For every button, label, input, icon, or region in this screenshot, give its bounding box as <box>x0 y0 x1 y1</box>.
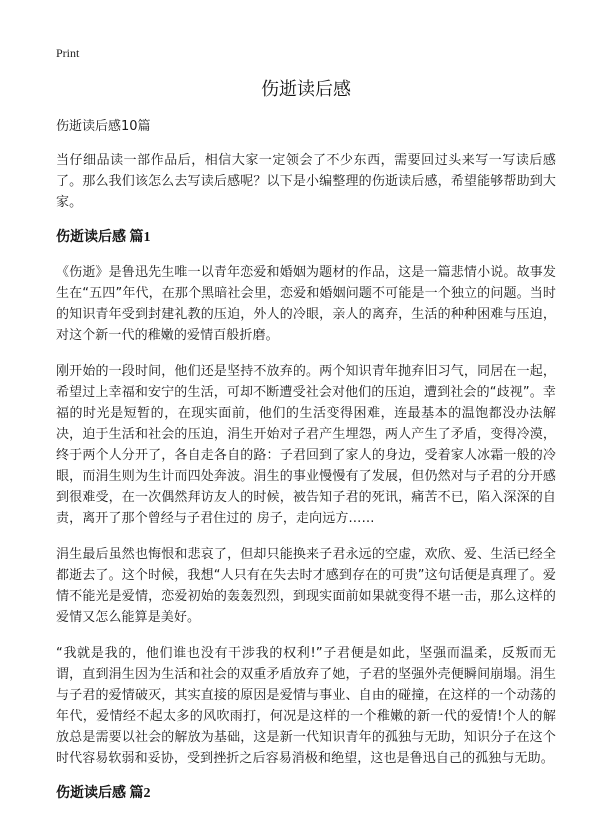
section-heading-2: 伤逝读后感 篇2 <box>56 786 151 801</box>
section-heading-1: 伤逝读后感 篇1 <box>56 230 151 245</box>
article-subtitle: 伤逝读后感10篇 <box>56 119 151 134</box>
section-1-paragraph-4: “我就是我的，他们谁也没有干涉我的权利!”子君便是如此，坚强而温柔，反叛而无谓，直到涓生因为生活和社会的双重矛盾放弃了她，子君的坚强外壳便瞬间崩塌。涓生与子君的爱情破灭，其实直接的原因是爱情与事业、自由的碰撞，在这样的一个动荡的年代，爱情经不起太多的风吹雨打，何况是这样的一个稚嫩的新一代的爱情!个人的解放总是需要以社会的解放为基础，这是新一代知识青年的孤独与无助，知识分子在这个时代容易软弱和妥协，受到挫折之后容易消极和绝望，这也是鲁迅自己的孤独与无助。 <box>56 646 556 766</box>
section-1-paragraph-1: 《伤逝》是鲁迅先生唯一以青年恋爱和婚姻为题材的作品，这是一篇悲情小说。故事发生在“五四”年代，在那个黑暗社会里，恋爱和婚姻问题不可能是一个独立的问题。当时的知识青年受到封建礼教的压迫，外人的冷眼，亲人的离弃，生活的种种困难与压迫，对这个新一代的稚嫩的爱情百般折磨。 <box>56 265 556 343</box>
intro-paragraph: 当仔细品读一部作品后，相信大家一定领会了不少东西，需要回过头来写一写读后感了。那么我们该怎么去写读后感呢？以下是小编整理的伤逝读后感，希望能够帮助到大家。 <box>56 153 556 210</box>
page-title: 伤逝读后感 <box>261 79 351 100</box>
section-1-paragraph-3: 涓生最后虽然也悔恨和悲哀了，但却只能换来子君永远的空虚，欢欣、爱、生活已经全都逝去了。这个时候，我想“人只有在失去时才感到存在的可贵”这句话便是真理了。爱情不能光是爱情，恋爱初始的轰轰烈烈，到现实面前如果就变得不堪一击，那么这样的爱情又怎么能算是美好。 <box>56 547 556 625</box>
print-link[interactable]: Print <box>56 46 80 60</box>
section-1-paragraph-2: 刚开始的一段时间，他们还是坚持不放弃的。两个知识青年抛弃旧习气，同居在一起，希望过上幸福和安宁的生活，可却不断遭受社会对他们的压迫，遭到社会的“歧视”。幸福的时光是短暂的，在现实面前，他们的生活变得困难，连最基本的温饱都没办法解决，迫于生活和社会的压迫，涓生开始对子君产生埋怨，两人产生了矛盾，变得冷漠，终于两个人分开了，各自走各自的路：子君回到了家人的身边，受着家人冰霜一般的冷眼，而涓生则为生计而四处奔波。涓生的事业慢慢有了发展，但仍然对与子君的分开感到很难受，在一次偶然拜访友人的时候，被告知子君的死讯，痛苦不已，陷入深深的自责，离开了那个曾经与子君住过的 房子，走向远方…… <box>56 364 556 526</box>
